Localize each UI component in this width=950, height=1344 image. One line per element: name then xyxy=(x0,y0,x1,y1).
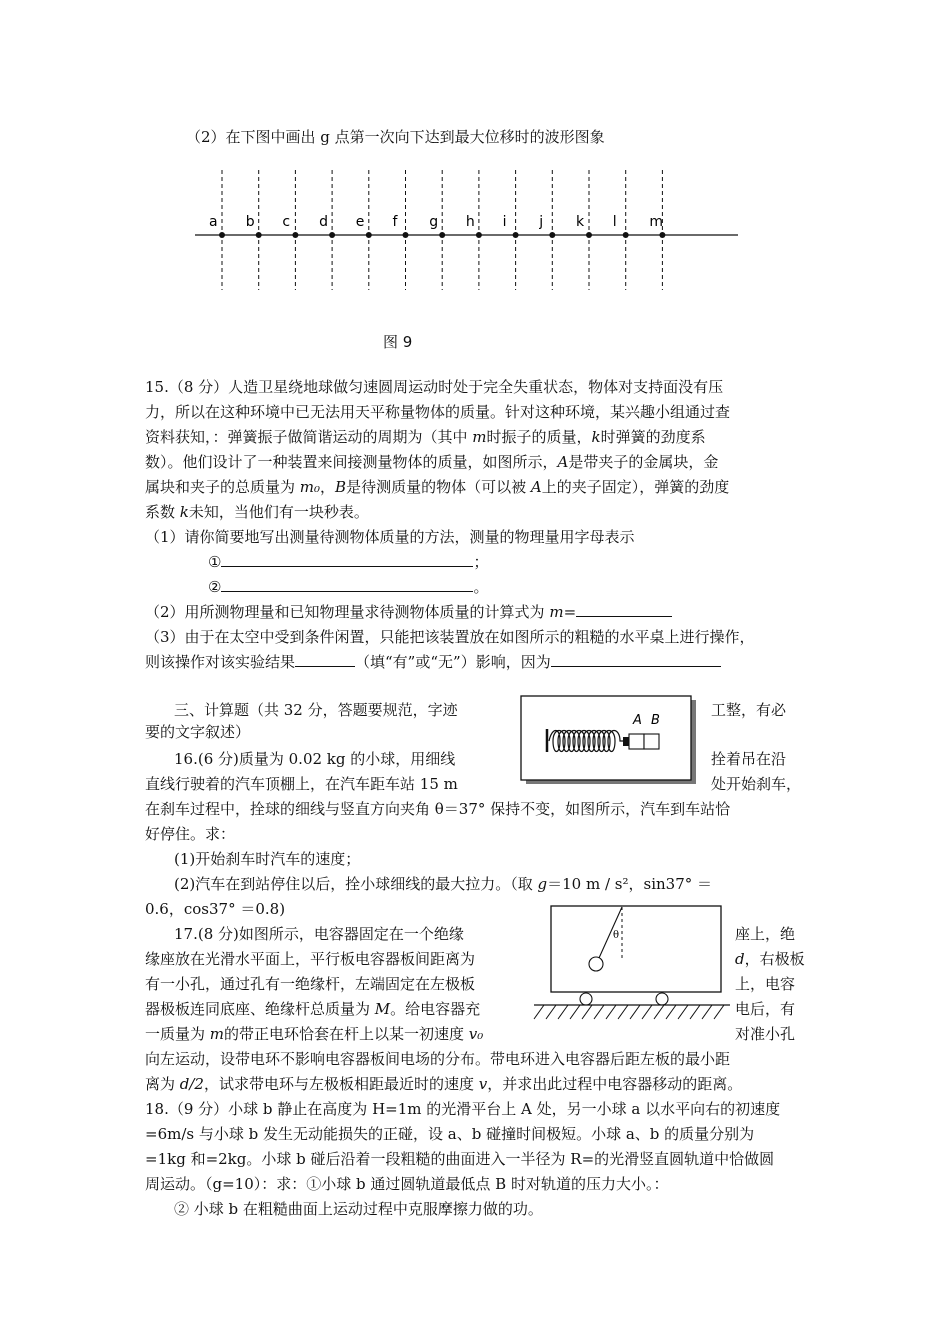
q15-answer-1: ① ； xyxy=(208,553,489,571)
wave-point-label-b: b xyxy=(245,214,255,230)
q17-line-4-right: 电后，有 xyxy=(735,1000,796,1018)
wheel-left xyxy=(580,993,592,1005)
q17-line-3-right: 上，电容 xyxy=(735,975,796,993)
q15-part3: （3）由于在太空中受到条件闲置，只能把该装置放在如图所示的粗糙的水平桌上进行操作， xyxy=(145,628,755,646)
q17-line-7: 离为 d/2，试求带电环与左极板相距最近时的速度 v，并求出此过程中电容器移动的距离。 xyxy=(145,1075,743,1093)
wave-point-label-m: m xyxy=(649,214,664,230)
ball xyxy=(589,957,603,971)
wave-point-label-a: a xyxy=(209,214,218,230)
q17-line-6: 向左运动，设带电环不影响电容器板间电场的分布。带电环进入电容器后距左板的最小距 xyxy=(145,1050,731,1068)
wave-point-label-k: k xyxy=(576,214,585,230)
wave-point-label-d: d xyxy=(319,214,328,230)
q18-line-3: =1kg 和=2kg。小球 b 碰后沿着一段粗糙的曲面进入一半径为 R=的光滑竖直圆轨道中恰做圆 xyxy=(145,1150,775,1168)
q16-sub-2-cont: 0.6，cos37° ＝0.8) xyxy=(145,900,286,918)
q15-answer-2: ② 。 xyxy=(208,578,489,596)
q15-part3-cont: 则该操作对该实验结果 （填“有”或“无”）影响，因为 xyxy=(145,651,721,673)
q17-line-5: 一质量为 m的带正电环恰套在杆上以某一初速度 v₀ xyxy=(145,1025,484,1043)
wave-point-label-l: l xyxy=(612,214,617,230)
wave-point-label-f: f xyxy=(392,214,398,230)
wave-point-label-c: c xyxy=(282,214,291,230)
label-A: A xyxy=(633,713,642,728)
q16-line-2-right: 处开始刹车， xyxy=(711,775,802,793)
q17-line-2-right: d，右极板 xyxy=(735,950,805,968)
q15-line-6: 系数 k未知，当他们有一块秒表。 xyxy=(145,503,369,521)
q15-line-3: 资料获知，：弹簧振子做简谐运动的周期为（其中 m时振子的质量，k时弹簧的劲度系 xyxy=(145,428,706,446)
q17-line-1: 17.(8 分)如图所示，电容器固定在一个绝缘 xyxy=(174,925,464,943)
q17-line-4: 器极板连同底座、绝缘杆总质量为 M。给电容器充 xyxy=(145,1000,481,1018)
q18-line-2: =6m/s 与小球 b 发生无动能损失的正碰，设 a、b 碰撞时间极短。小球 a、b 的质量分别为 xyxy=(145,1125,755,1143)
wave-point-label-i: i xyxy=(502,214,507,230)
wheel-right xyxy=(656,993,668,1005)
q16-line-1-right: 拴着吊在沿 xyxy=(711,750,787,768)
figure-9-caption: 图 9 xyxy=(383,333,413,351)
section3-heading-right: 工整，有必 xyxy=(711,701,787,719)
ground-hatch xyxy=(534,1005,724,1019)
q17-line-3: 有一小孔，通过孔有一绝缘杆，左端固定在左极板 xyxy=(145,975,476,993)
section3-heading-cont: 要的文字叙述） xyxy=(145,723,251,741)
q18-line-5: ② 小球 b 在粗糙曲面上运动过程中克服摩擦力做的功。 xyxy=(174,1200,543,1218)
q16-line-1: 16.(6 分)质量为 0.02 kg 的小球，用细线 xyxy=(174,750,456,768)
q16-sub-2: (2)汽车在到站停住以后，拴小球细线的最大拉力。（取 g＝10 m / s²，sin37° ＝ xyxy=(174,875,713,893)
wave-point-label-h: h xyxy=(465,214,475,230)
section3-heading: 三、计算题（共 32 分，答题要规范，字迹 xyxy=(174,701,458,719)
car-body xyxy=(551,906,721,992)
q14-part2-text: （2）在下图中画出 g 点第一次向下达到最大位移时的波形图象 xyxy=(186,128,605,146)
theta-label: θ xyxy=(613,930,620,941)
q16-sub-1: (1)开始刹车时汽车的速度； xyxy=(174,850,361,868)
q15-line-1: 15.（8 分）人造卫星绕地球做匀速圆周运动时处于完全失重状态，物体对支持面没有压 xyxy=(145,378,724,396)
wave-point-label-e: e xyxy=(355,214,365,230)
q18-line-1: 18.（9 分）小球 b 静止在高度为 H=1m 的光滑平台上 A 处，另一小球 a 以水平向右的初速度 xyxy=(145,1100,781,1118)
q16-line-4: 好停住。求： xyxy=(145,825,236,843)
q18-line-4: 周运动。（g=10）：求：①小球 b 通过圆轨道最低点 B 时对轨道的压力大小。： xyxy=(145,1175,669,1193)
q17-line-5-right: 对准小孔 xyxy=(735,1025,796,1043)
q17-line-2: 缘座放在光滑水平面上，平行板电容器板间距离为 xyxy=(145,950,476,968)
q17-line-1-right: 座上，绝 xyxy=(735,925,796,943)
wave-point-label-j: j xyxy=(539,214,544,230)
q15-line-2: 力，所以在这种环境中已无法用天平称量物体的质量。针对这种环境，某兴趣小组通过查 xyxy=(145,403,731,421)
q15-line-5: 属块和夹子的总质量为 m₀，B是待测质量的物体（可以被 A上的夹子固定），弹簧的劲度 xyxy=(145,478,730,496)
q15-line-4: 数）。他们设计了一种装置来间接测量物体的质量，如图所示，A是带夹子的金属块，金 xyxy=(145,453,719,471)
q16-line-2: 直线行驶着的汽车顶棚上，在汽车距车站 15 m xyxy=(145,775,458,793)
q15-part1: （1）请你简要地写出测量待测物体质量的方法，测量的物理量用字母表示 xyxy=(145,528,635,546)
label-B: B xyxy=(651,713,660,728)
q16-line-3: 在刹车过程中，拴球的细线与竖直方向夹角 θ＝37° 保持不变，如图所示，汽车到车站恰 xyxy=(145,800,731,818)
wave-point-label-g: g xyxy=(429,214,439,230)
q15-part2: （2）用所测物理量和已知物理量求待测物体质量的计算式为 m= xyxy=(145,601,672,623)
